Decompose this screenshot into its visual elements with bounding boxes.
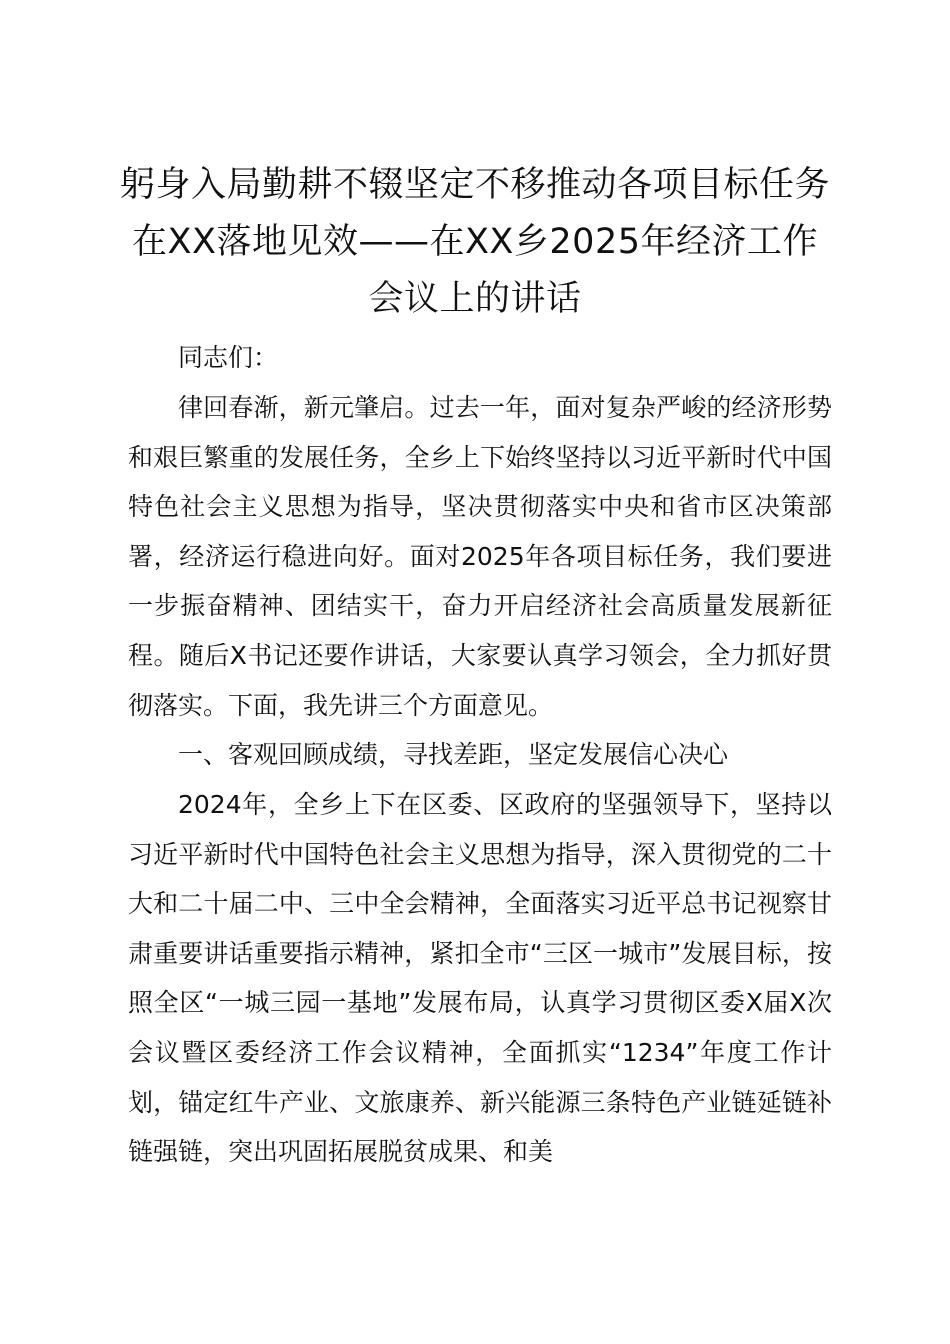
salutation: 同志们： [178, 343, 279, 372]
paragraph-opening: 律回春渐，新元肇启。过去一年，面对复杂严峻的经济形势和艰巨繁重的发展任务，全乡上下始终坚持以习近平新时代中国特色社会主义思想为指导，坚决贯彻落实中央和省市区决策部署，经济运行稳进向好。面对2025年各项目标任务，我们要进一步振奋精神、团结实干，奋力开启经济社会高质量发展新征程。随后X书记还要作讲话，大家要认真学习领会，全力抓好贯彻落实。下面，我先讲三个方面意见。 [128, 393, 832, 720]
paragraph-review: 2024年，全乡上下在区委、区政府的坚强领导下，坚持以习近平新时代中国特色社会主义思想为指导，深入贯彻党的二十大和二十届二中、三中全会精神，全面落实习近平总书记视察甘肃重要讲话重要指示精神，紧扣全市“三区一城市”发展目标，按照全区“一城三园一基地”发展布局，认真学习贯彻区委X届X次会议暨区委经济工作会议精神，全面抓实“1234”年度工作计划，锚定红牛产业、文旅康养、新兴能源三条特色产业链延链补链强链，突出巩固拓展脱贫成果、和美 [128, 790, 832, 1167]
document-title: 躬身入局勤耕不辍坚定不移推动各项目标任务在XX落地见效——在XX乡2025年经济工作会议上的讲话 [120, 165, 831, 319]
section-heading: 一、客观回顾成绩，寻找差距，坚定发展信心决心 [178, 740, 729, 769]
